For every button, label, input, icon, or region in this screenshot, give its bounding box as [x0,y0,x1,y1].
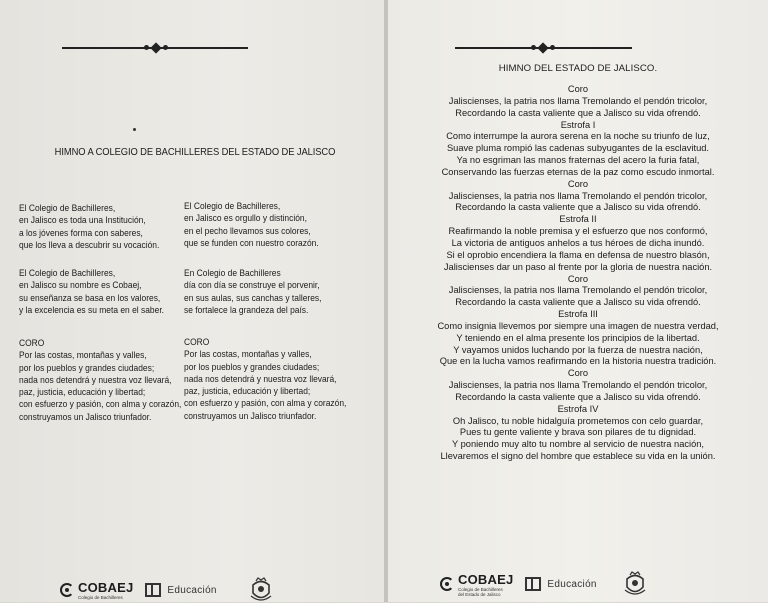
left-page [0,0,384,602]
brand-name: COBAEJ [458,571,514,587]
book-icon [145,583,161,597]
stanza-col1-coro: CORO Por las costas, montañas y valles, por los pueblos y grandes ciudades; nada nos detendrá y nuestra voz llevará, paz, justicia, educación y libertad; con esfuerzo y pasión, con alma y corazón, construyamos un Jalisco triunfador. [19,338,182,423]
stanza-col1-1: El Colegio de Bachilleres, en Jalisco es toda una Institución, a los jóvenes forma con saberes, que los lleva a descubrir su vocación. [19,203,160,251]
brand-subtitle-2: del Estado de Jalisco [458,591,501,597]
jalisco-seal-icon [623,571,647,597]
left-footer [60,577,273,603]
jalisco-seal-icon [249,577,273,603]
right-page [388,0,768,602]
education-label: Educación [547,578,597,590]
left-page-title: HIMNO A COLEGIO DE BACHILLERES DEL ESTADO DE JALISCO [54,147,336,158]
brand-subtitle: Colegio de Bachilleres [78,595,123,600]
stanza-col2-coro: CORO Por las costas, montañas y valles, por los pueblos y grandes ciudades; nada nos detendrá y nuestra voz llevará, paz, justicia, educación y libertad; con esfuerzo y pasión, con alma y corazón, construyamos un Jalisco triunfador. [184,337,347,422]
brand-name: COBAEJ [78,580,134,595]
ornament-divider [62,47,248,49]
cobaej-logo-icon [440,577,454,591]
ornament-divider [455,47,632,49]
stanza-col1-2: El Colegio de Bachilleres, en Jalisco su nombre es Cobaej, su enseñanza se basa en los valores, y la excelencia es su meta en el saber. [19,268,165,316]
brand-subtitle: Colegio de Bachilleres [458,586,503,592]
education-label: Educación [167,584,217,596]
right-page-title: HIMNO DEL ESTADO DE JALISCO. [498,63,658,74]
book-icon [525,577,541,591]
bullet-mark [133,128,136,131]
stanza-col2-2: En Colegio de Bachilleres día con día se construye el porvenir, en sus aulas, sus canchas y talleres, se fortalece la grandeza del país. [184,268,322,316]
hymn-text: Coro Jaliscienses, la patria nos llama Tremolando el pendón tricolor, Recordando la casta valiente que a Jalisco su vida ofrendó. Estrofa I Como interrumpe la aurora serena en la noche su triunfo de luz, Suave pluma rompió las cadenas subyugantes de la esclavitud. Ya no esgriman las manos fraternas del acero la furia fatal, Conservando las fuerzas eternas de la paz como escudo inmortal. Coro Jaliscienses, la patria nos llama Tremolando el pendón tricolor, Recordando la casta valiente que a Jalisco su vida ofrendó. Estrofa II Reafirmando la noble premisa y el esfuerzo que nos conformó, La victoria de antiguos anhelos a tus héroes de dicha inundó. Si el oprobio encendiera la flama en defensa de nuestro blasón, Jaliscienses dar un paso al frente por la gloria de nuestra nación. Coro Jaliscienses, la patria nos llama Tremolando el pendón tricolor, Recordando la casta valiente que a Jalisco su vida ofrendó. Estrofa III Como insignia llevemos por siempre una imagen de nuestra verdad, Y teniendo en el alma presente los principios de la libertad. Y vayamos unidos luchando por la fuerza de nuestra nación, Que en la lucha vamos reafirmando en la historia nuestra tradición. Coro Jaliscienses, la patria nos llama Tremolando el pendón tricolor, Recordando la casta valiente que a Jalisco su vida ofrendó. Estrofa IV Oh Jalisco, tu noble hidalguía prometemos con celo guardar, Pues tu gente valiente y brava son pilares de tu dignidad. Y poniendo muy alto tu nombre al servicio de nuestra nación, Llevaremos el signo del hombre que establece su vida en la unión. [437,84,719,462]
right-footer [440,571,647,597]
cobaej-logo-icon [60,583,74,597]
stanza-col2-1: El Colegio de Bachilleres, en Jalisco es orgullo y distinción, en el pecho llevamos sus colores, que se funden con nuestro corazón. [184,201,319,249]
